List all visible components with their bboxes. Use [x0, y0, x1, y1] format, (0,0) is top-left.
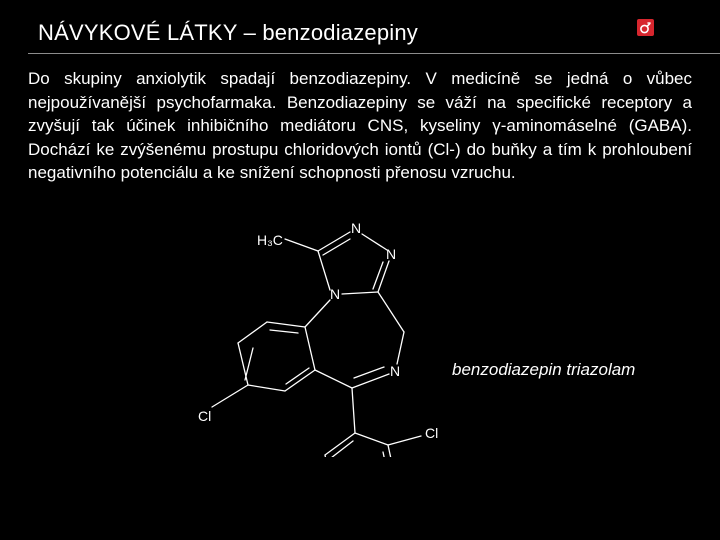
triazolam-structure	[190, 212, 450, 457]
title-divider	[28, 53, 720, 54]
body-paragraph: Do skupiny anxiolytik spadají benzodiazepiny. V medicíně se jedná o vůbec nejpoužívanější psychofarmaka. Benzodiazepiny se váží na specifické receptory a zvyšují tak účinek inhibičního mediátoru CNS, kyseliny γ-aminomáselné (GABA). Dochází ke zvýšenému prostupu chloridových iontů (Cl-) do buňky a tím k prohloubení negativního potenciálu a ke snížení schopnosti přenosu vzruchu.	[28, 69, 692, 183]
atom-n-top: N	[351, 220, 362, 236]
slide-title: NÁVYKOVÉ LÁTKY – benzodiazepiny	[38, 20, 419, 45]
structure-caption: benzodiazepin triazolam	[452, 360, 636, 379]
atom-n-ring: N	[390, 363, 401, 379]
methyl-label: H₃C	[257, 232, 283, 248]
atom-n-bridge: N	[330, 286, 341, 302]
atom-cl-right: Cl	[425, 425, 439, 441]
ovulation-symbol-icon	[637, 19, 654, 36]
atom-n-right: N	[386, 246, 397, 262]
atom-cl-left: Cl	[198, 408, 212, 424]
